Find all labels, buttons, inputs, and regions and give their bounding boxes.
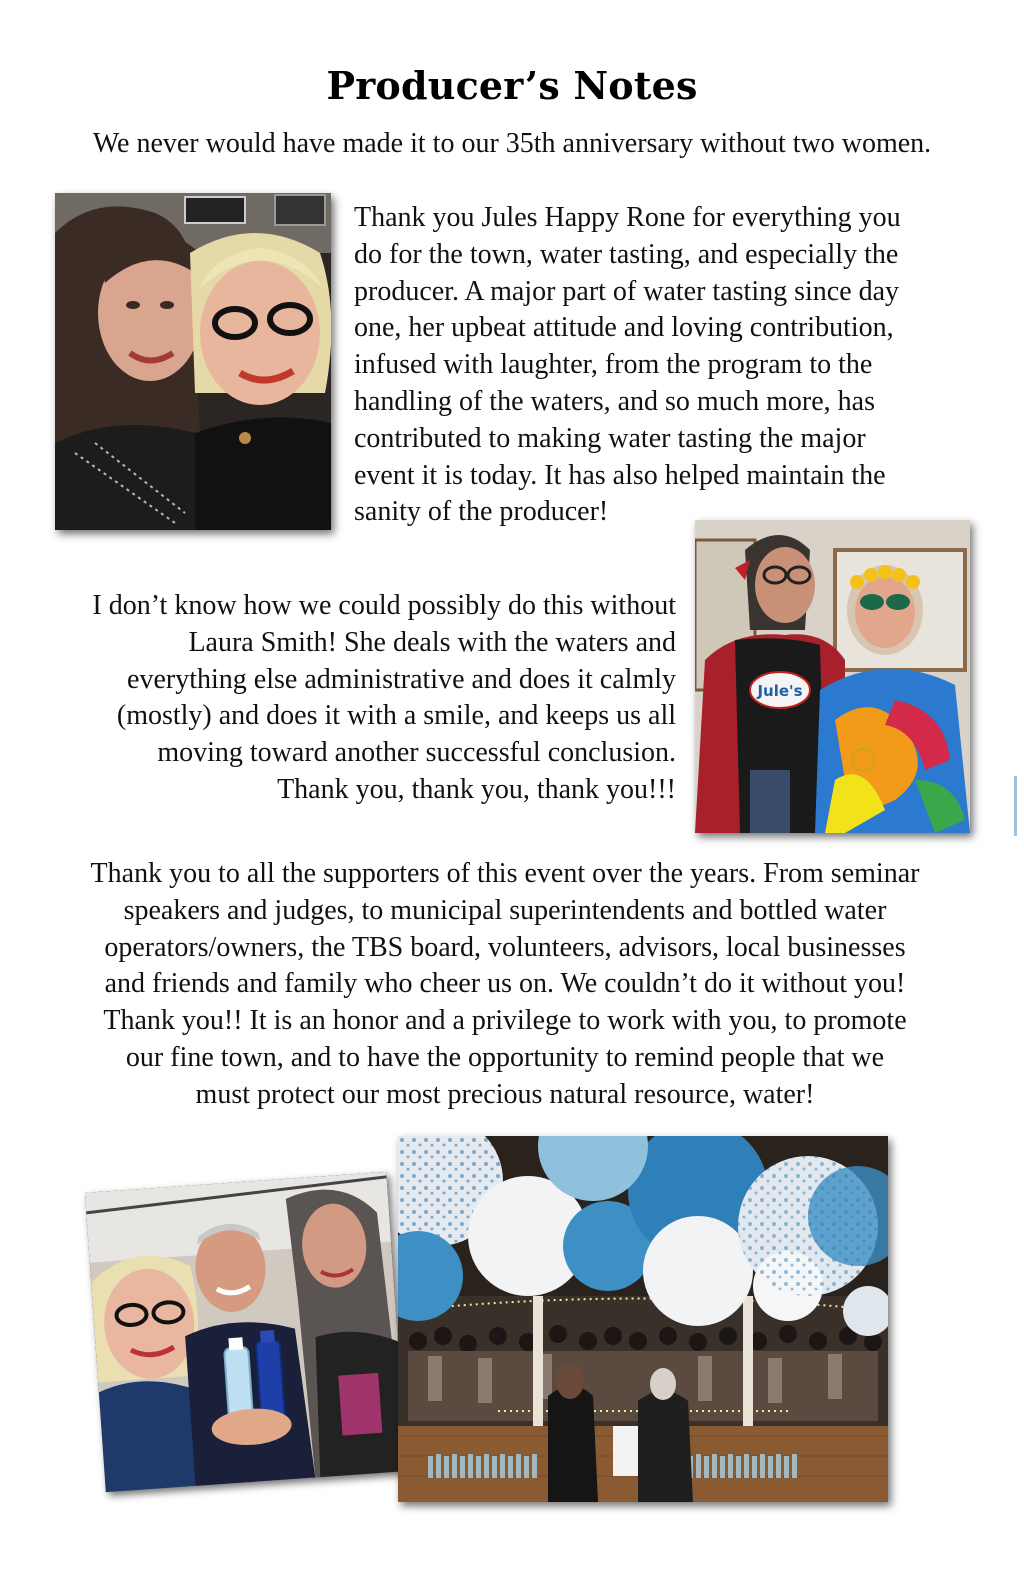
text-line: handling of the waters, and so much more, has [354, 385, 875, 417]
text-line: moving toward another successful conclusion. [157, 737, 676, 769]
text-line: Laura Smith! She deals with the waters and [188, 626, 676, 658]
text-line: (mostly) and does it with a smile, and keeps us all [116, 700, 676, 732]
page-edge-mark [1014, 776, 1017, 836]
photo-event-hall-balloons [398, 1136, 888, 1502]
page-title: Producer’s Notes [326, 63, 698, 109]
jules-thanks-paragraph [354, 200, 974, 531]
text-line: producer. A major part of water tasting since day [354, 275, 900, 307]
supporters-thanks-paragraph [30, 856, 980, 1114]
text-line: one, her upbeat attitude and loving contribution, [354, 312, 894, 344]
text-line: Thank you!! It is an honor and a privilege to work with you, to promote [103, 1005, 907, 1037]
photo-two-women-selfie [55, 193, 331, 530]
text-line: do for the town, water tasting, and especially the [354, 238, 899, 270]
laura-thanks-paragraph [30, 588, 676, 809]
text-line: sanity of the producer! [354, 496, 609, 528]
text-line: operators/owners, the TBS board, volunteers, advisors, local businesses [104, 931, 906, 963]
text-line: our fine town, and to have the opportunity to remind people that we [125, 1041, 885, 1073]
text-line: infused with laughter, from the program to the [354, 349, 873, 381]
text-line: I don’t know how we could possibly do this without [92, 590, 676, 621]
photo-three-people-toasting [85, 1172, 407, 1492]
text-line: everything else administrative and does it calmly [127, 663, 676, 695]
text-line: speakers and judges, to municipal superintendents and bottled water [123, 894, 887, 926]
text-line: must protect our most precious natural resource, water! [195, 1078, 815, 1110]
text-line: Thank you, thank you, thank you!!! [277, 773, 676, 805]
text-line: Thank you Jules Happy Rone for everything you [354, 202, 901, 233]
intro-line: We never would have made it to our 35th anniversary without two women. [92, 128, 932, 159]
text-line: event it is today. It has also helped maintain the [354, 459, 886, 491]
photo-two-women-tie-dye [695, 520, 970, 833]
shirt-print: Jule's [757, 682, 803, 700]
text-line: contributed to making water tasting the major [354, 422, 866, 454]
text-line: Thank you to all the supporters of this event over the years. From seminar [90, 858, 920, 889]
text-line: and friends and family who cheer us on. We couldn’t do it without you! [104, 968, 906, 1000]
